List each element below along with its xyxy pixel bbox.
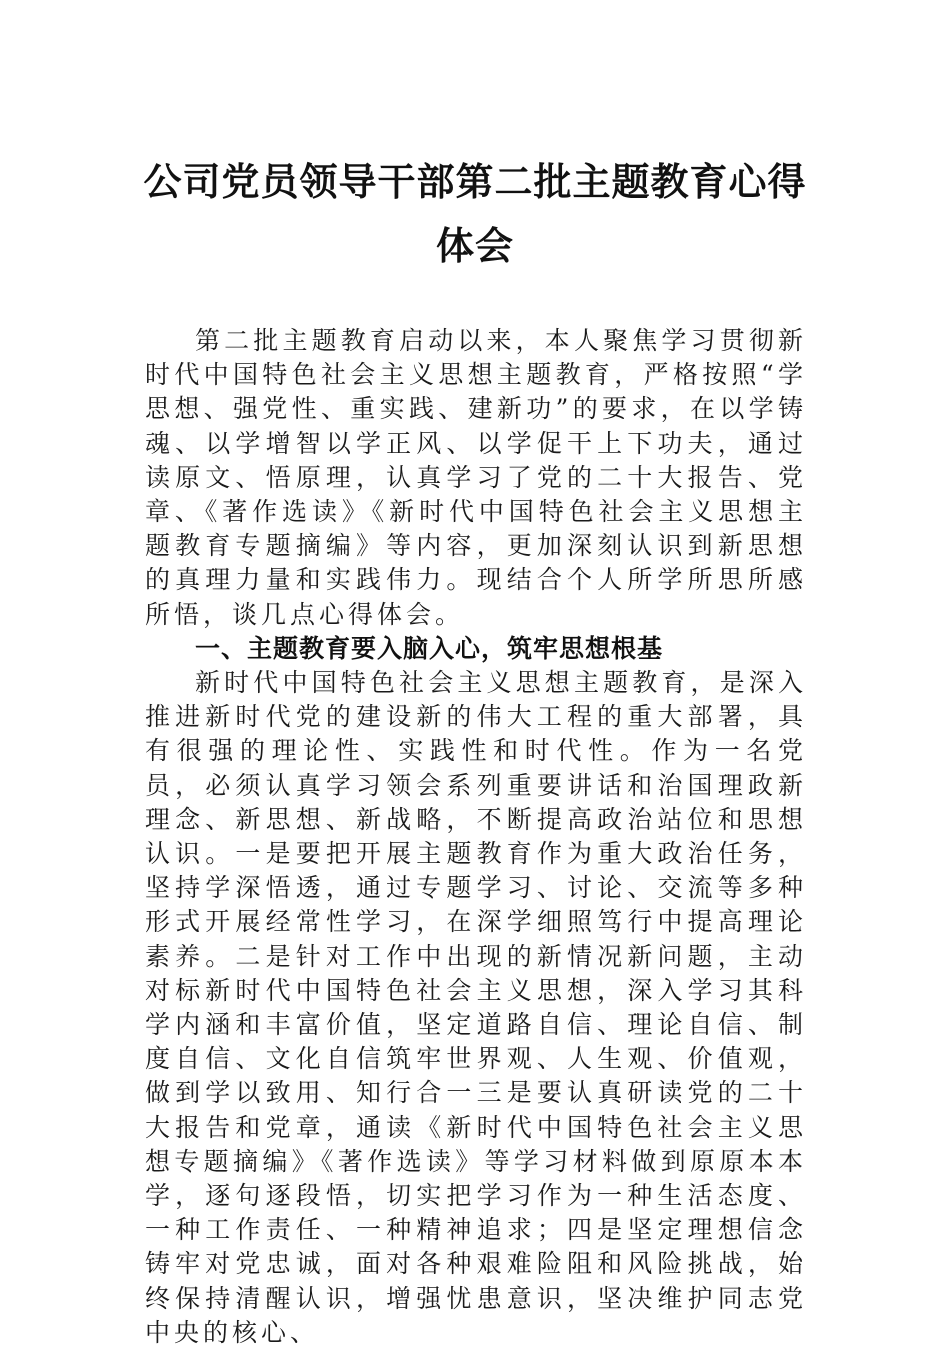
- section-heading: 一、主题教育要入脑入心，筑牢思想根基: [195, 633, 664, 663]
- document-body: [145, 324, 807, 1350]
- section-paragraph: 新时代中国特色社会主义思想主题教育，是深入推进新时代党的建设新的伟大工程的重大部署，具有很强的理论性、实践性和时代性。作为一名党员，必须认真学习领会系列重要讲话和治国理政新理念、新思想、新战略，不断提高政治站位和思想认识。一是要把开展主题教育作为重大政治任务，坚持学深悟透，通过专题学习、讨论、交流等多种形式开展经常性学习，在深学细照笃行中提高理论素养。二是针对工作中出现的新情况新问题，主动对标新时代中国特色社会主义思想，深入学习其科学内涵和丰富价值，坚定道路自信、理论自信、制度自信、文化自信筑牢世界观、人生观、价值观，做到学以致用、知行合一三是要认真研读党的二十大报告和党章，通读《新时代中国特色社会主义思想专题摘编》《著作选读》等学习材料做到原原本本学，逐句逐段悟，切实把学习作为一种生活态度、一种工作责任、一种精神追求；四是坚定理想信念铸牢对党忠诚，面对各种艰难险阻和风险挑战，始终保持清醒认识，增强忧患意识，坚决维护同志党中央的核心、: [145, 668, 807, 1347]
- intro-paragraph: 第二批主题教育启动以来，本人聚焦学习贯彻新时代中国特色社会主义思想主题教育，严格按照“学思想、强党性、重实践、建新功”的要求，在以学铸魂、以学增智以学正风、以学促干上下功夫，通过读原文、悟原理，认真学习了党的二十大报告、党章、《著作选读》《新时代中国特色社会主义思想主题教育专题摘编》等内容，更加深刻认识到新思想的真理力量和实践伟力。现结合个人所学所思所感所悟，谈几点心得体会。: [145, 326, 807, 629]
- document-title: 公司党员领导干部第二批主题教育心得体会: [143, 159, 807, 268]
